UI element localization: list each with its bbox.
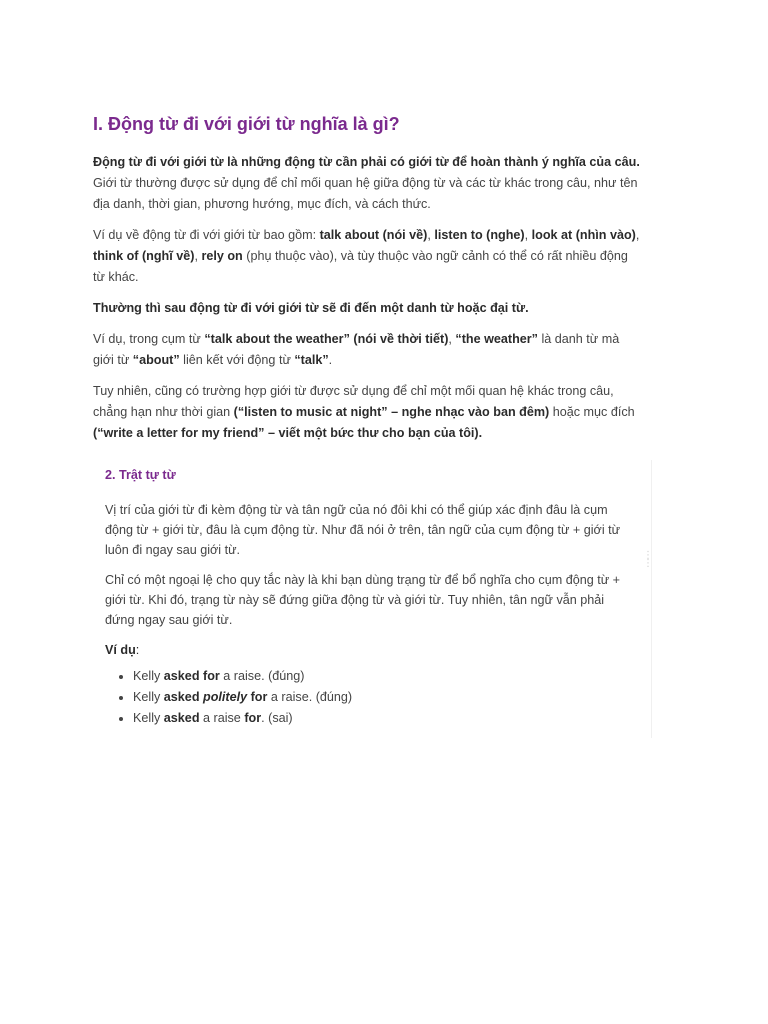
text: , (635, 228, 640, 242)
section-definition (93, 112, 643, 454)
bold-text: Thường thì sau động từ đi với giới từ sẽ đi đến một danh từ hoặc đại từ. (93, 301, 529, 315)
bold-text: “about” (132, 353, 180, 367)
list-item (133, 666, 633, 687)
text: , và tùy thuộc vào ngữ cảnh có thể có rất nhiều động từ khác. (93, 249, 628, 284)
bold-text: “the weather” (455, 332, 538, 346)
text: a raise. (đúng) (267, 690, 353, 704)
bold-text: (“listen to music at night” – nghe nhạc vào ban đêm) (233, 405, 550, 419)
text: , (524, 228, 532, 242)
list-item (133, 708, 633, 729)
text: Ví dụ, trong cụm từ (93, 332, 205, 346)
bold-text: asked (163, 711, 200, 725)
text: . (328, 353, 333, 367)
text: , (448, 332, 456, 346)
bold-text: Động từ đi với giới từ là những động từ cần phải có giới từ để hoàn thành ý nghĩa của câu. (93, 155, 640, 169)
bold-text: (“write a letter for my friend” – viết một bức thư cho bạn của tôi). (93, 426, 483, 440)
bold-text: asked for (163, 669, 220, 683)
example-list (105, 666, 633, 729)
text: liên kết với động từ (179, 353, 295, 367)
text: . (sai) (261, 711, 293, 725)
example-label-text: Ví dụ (105, 643, 136, 657)
paragraph-position: Vị trí của giới từ đi kèm động từ và tân ngữ của nó đôi khi có thể giúp xác định đâu là cụm động từ + giới từ, đâu là cụm động từ. Như đã nói ở trên, tân ngữ của cụm động từ + giới từ luôn đi ngay sau giới từ. (105, 503, 621, 557)
bold-italic-text: politely (203, 690, 248, 704)
text: Ví dụ về động từ đi với giới từ bao gồm: (93, 228, 320, 242)
text: Giới từ thường được sử dụng để chỉ mối quan hệ giữa động từ và các từ khác trong câu, như tên địa danh, thời gian, phương hướng, mục đích, và cách thức. (93, 176, 638, 211)
text: Kelly (133, 711, 164, 725)
bold-text: “talk” (294, 353, 329, 367)
section-word-order (93, 460, 652, 738)
bold-text: for (250, 690, 268, 704)
bold-text: asked (163, 690, 200, 704)
example-label (105, 640, 633, 660)
drag-handle-icon: ⋮ ⋮ (643, 550, 653, 569)
bold-text: look at (nhìn vào) (531, 228, 636, 242)
bold-text: rely on (201, 249, 243, 263)
text: a raise. (đúng) (219, 669, 305, 683)
bold-text: for (244, 711, 262, 725)
text: , (427, 228, 435, 242)
text: hoặc mục đích (549, 405, 635, 419)
subsection-heading: 2. Trật tự từ (105, 468, 176, 482)
text: Kelly (133, 669, 164, 683)
colon: : (135, 643, 140, 657)
section-heading: I. Động từ đi với giới từ nghĩa là gì? (93, 114, 400, 134)
text: a raise (199, 711, 245, 725)
bold-text: listen to (nghe) (434, 228, 525, 242)
text: , (194, 249, 202, 263)
text: Tuy nhiên, cũng có trường hợp giới từ được sử dụng để chỉ một mối quan hệ khác trong câu, chẳng hạn như thời gian (93, 384, 614, 419)
bold-text: “talk about the weather” (nói về thời tiết) (204, 332, 449, 346)
list-item (133, 687, 633, 708)
paragraph-examples (93, 225, 643, 288)
text: là danh từ mà giới từ (93, 332, 620, 367)
text: Kelly (133, 690, 164, 704)
paragraph-other-relations (93, 381, 643, 444)
paragraph-rule (93, 298, 643, 319)
bold-text: think of (nghĩ về) (93, 249, 195, 263)
bold-text: talk about (nói về) (319, 228, 428, 242)
paragraph-definition (93, 152, 643, 215)
text: (phụ thuộc vào) (242, 249, 334, 263)
paragraph-example-weather (93, 329, 643, 371)
paragraph-exception: Chỉ có một ngoại lệ cho quy tắc này là khi bạn dùng trạng từ để bổ nghĩa cho cụm động từ + giới từ. Khi đó, trạng từ này sẽ đứng giữa động từ và giới từ. Tuy nhiên, tân ngữ vẫn phải đứng ngay sau giới từ. (105, 573, 620, 627)
